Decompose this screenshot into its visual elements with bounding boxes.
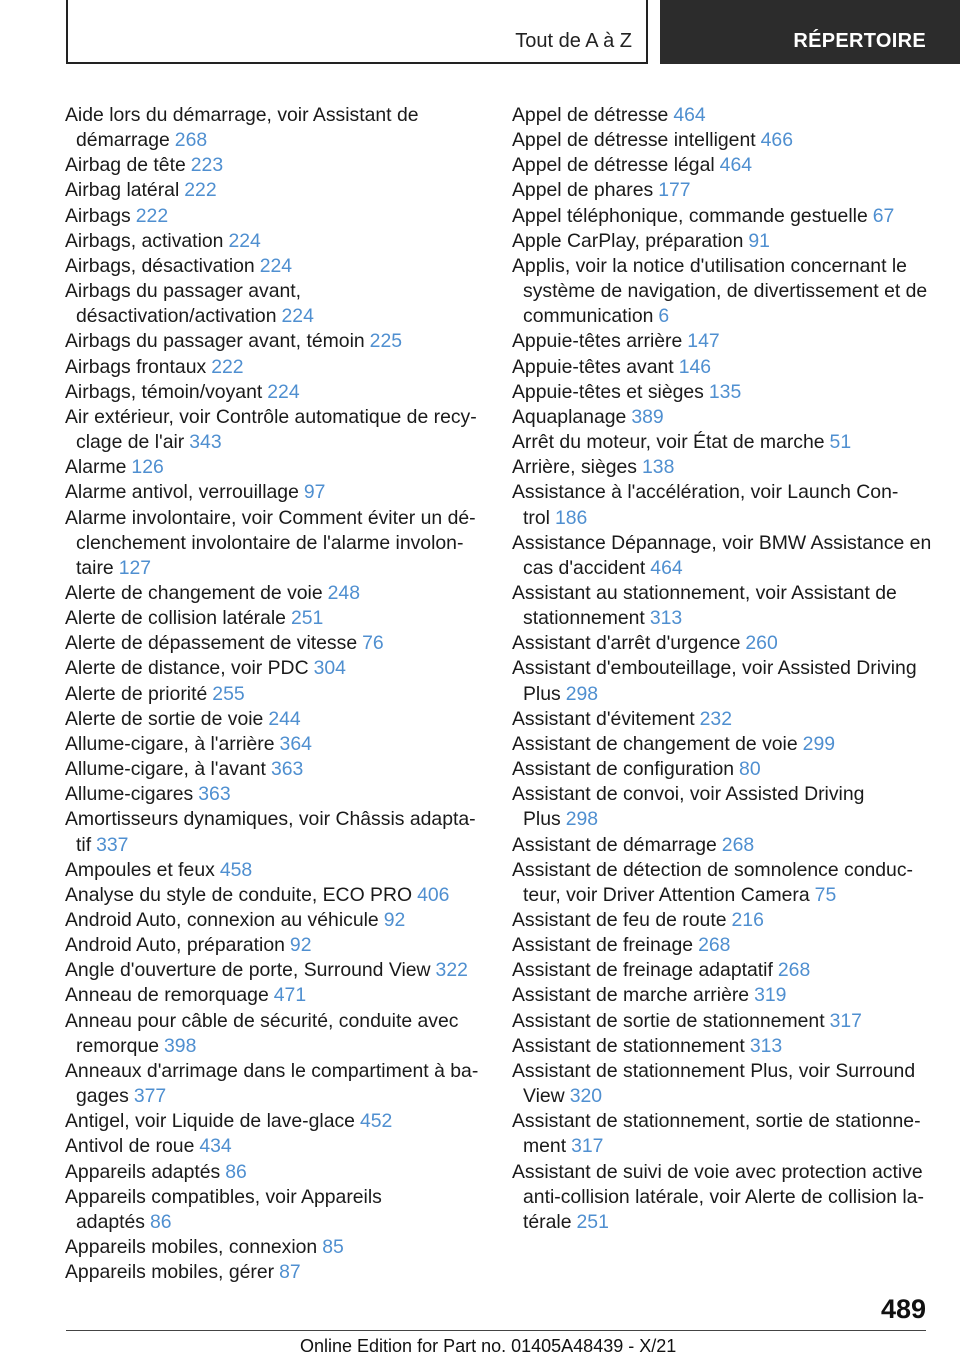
- index-entry: [65, 355, 480, 380]
- page-link[interactable]: 92: [289, 934, 312, 957]
- index-entry: [65, 103, 480, 153]
- page-link[interactable]: 244: [268, 707, 301, 730]
- index-entry: [512, 1109, 932, 1159]
- index-column-left: [65, 103, 480, 1285]
- index-entry-text: Alarme antivol, verrouillage: [65, 481, 299, 504]
- index-entry: [65, 1160, 480, 1185]
- page-link[interactable]: 138: [642, 456, 675, 479]
- page-link[interactable]: 471: [273, 984, 307, 1007]
- index-entry: [65, 858, 480, 883]
- index-entry-text: Air extérieur, voir Contrôle automatique de recyclage de l'air: [65, 405, 477, 454]
- page-link[interactable]: 320: [569, 1085, 603, 1108]
- index-entry: [65, 1009, 480, 1059]
- page-link[interactable]: 299: [802, 732, 836, 755]
- page-link[interactable]: 147: [687, 330, 720, 353]
- page-link[interactable]: 222: [135, 204, 169, 227]
- page-link[interactable]: 75: [814, 883, 837, 906]
- footer-divider: [66, 1330, 926, 1331]
- index-entry: [512, 581, 932, 631]
- page-link[interactable]: 363: [270, 758, 304, 781]
- page-link[interactable]: 452: [359, 1110, 393, 1133]
- index-entry: [512, 757, 932, 782]
- page-link[interactable]: 186: [554, 506, 588, 529]
- index-entry: [65, 958, 480, 983]
- index-entry-text: Appareils mobiles, gérer: [65, 1261, 275, 1284]
- index-entry: [512, 1034, 932, 1059]
- index-entry: [512, 178, 932, 203]
- index-entry-text: Android Auto, connexion au véhicule: [65, 909, 379, 931]
- index-entry-text: Arrêt du moteur, voir État de marche: [512, 431, 825, 454]
- index-entry: [65, 807, 480, 857]
- index-entry-text: Assistant d'embouteillage, voir Assisted Driving Plus: [512, 657, 917, 705]
- page-link[interactable]: 97: [303, 481, 326, 504]
- index-entry-text: Appel de détresse intelligent: [512, 129, 756, 152]
- page-link[interactable]: 127: [118, 556, 152, 579]
- page-link[interactable]: 6: [658, 305, 670, 328]
- index-entry: [65, 1109, 480, 1134]
- index-entry-text: Allume-cigare, à l'arrière: [65, 732, 275, 755]
- page-link[interactable]: 76: [362, 632, 384, 655]
- index-entry-text: Alerte de collision latérale: [65, 607, 286, 630]
- page-link[interactable]: 260: [745, 632, 778, 655]
- page-link[interactable]: 319: [754, 984, 787, 1007]
- page-link[interactable]: 337: [96, 833, 129, 856]
- index-entry: [65, 757, 480, 782]
- page-link[interactable]: 224: [267, 380, 300, 403]
- index-entry-text: Assistant de marche arrière: [512, 984, 750, 1007]
- index-entry-text: Assistant de suivi de voie avec protection active anti-collision latérale, voir Alerte de collision latérale: [512, 1160, 924, 1233]
- page-link[interactable]: 80: [739, 758, 761, 781]
- index-entry: [512, 405, 932, 430]
- index-entry-text: Appel de détresse légal: [512, 154, 715, 177]
- section-title: Tout de A à Z: [515, 30, 632, 52]
- index-entry: [65, 656, 480, 681]
- page-link[interactable]: 224: [228, 229, 261, 252]
- index-entry-text: Assistance à l'accélération, voir Launch Control: [512, 481, 899, 529]
- index-entry-text: Appareils compatibles, voir Appareils adaptés: [65, 1185, 382, 1233]
- page-link[interactable]: 268: [174, 129, 208, 152]
- page-link[interactable]: 87: [279, 1261, 301, 1284]
- page-link[interactable]: 298: [565, 808, 599, 831]
- index-entry: [512, 732, 932, 757]
- index-entry-text: Airbag de tête: [65, 154, 186, 177]
- page-link[interactable]: 268: [698, 934, 731, 957]
- index-entry: [65, 1134, 480, 1159]
- page-link[interactable]: 464: [719, 154, 753, 177]
- index-entry-text: Allume-cigare, à l'avant: [65, 758, 266, 781]
- index-entry-text: Angle d'ouverture de porte, Surround View: [65, 959, 431, 982]
- index-entry-text: Appuie-têtes arrière: [512, 330, 683, 353]
- index-entry: [512, 128, 932, 153]
- index-entry-text: Android Auto, préparation: [65, 934, 285, 957]
- index-entry: [65, 380, 480, 405]
- index-entry: [512, 329, 932, 354]
- page-link[interactable]: 317: [829, 1009, 862, 1032]
- index-entry-text: Appel téléphonique, commande gestuelle: [512, 204, 868, 227]
- index-entry: [512, 707, 932, 732]
- index-entry: [65, 782, 480, 807]
- page-link[interactable]: 322: [435, 959, 468, 982]
- index-entry-text: Assistant de freinage: [512, 934, 694, 957]
- index-entry: [512, 254, 932, 329]
- index-entry-text: Allume-cigares: [65, 783, 194, 806]
- index-entry-text: Ampoules et feux: [65, 858, 215, 881]
- index-entry-text: Alerte de dépassement de vitesse: [65, 632, 358, 655]
- page-link[interactable]: 464: [650, 556, 683, 579]
- index-entry: [65, 606, 480, 631]
- index-entry: [65, 254, 480, 279]
- index-entry: [65, 204, 480, 229]
- page-link[interactable]: 268: [777, 959, 811, 982]
- index-entry-text: Anneau pour câble de sécurité, conduite avec remorque: [65, 1009, 459, 1057]
- index-entry-text: Analyse du style de conduite, ECO PRO: [65, 883, 413, 906]
- index-entry: [65, 279, 480, 329]
- page-link[interactable]: 222: [184, 179, 217, 202]
- index-entry: [512, 455, 932, 480]
- page-link[interactable]: 222: [211, 355, 244, 378]
- index-entry-text: Airbags, activation: [65, 229, 224, 252]
- page-link[interactable]: 224: [259, 254, 293, 277]
- page-link[interactable]: 67: [872, 204, 895, 227]
- page-link[interactable]: 225: [369, 330, 403, 353]
- page-link[interactable]: 406: [417, 883, 450, 906]
- index-entry: [512, 958, 932, 983]
- index-entry-text: Assistant de détection de somnolence conducteur, voir Driver Attention Camera: [512, 858, 913, 906]
- page-link[interactable]: 464: [673, 104, 706, 126]
- index-entry-text: Applis, voir la notice d'utilisation concernant le système de navigation, de divertissement et de communication: [512, 254, 928, 328]
- index-entry: [65, 329, 480, 354]
- index-entry: [65, 1059, 480, 1109]
- index-entry-text: Assistant de stationnement: [512, 1034, 745, 1057]
- page-link[interactable]: 304: [313, 657, 346, 680]
- index-entry-text: Appuie-têtes avant: [512, 355, 674, 378]
- index-entry: [512, 1160, 932, 1235]
- page-link[interactable]: 223: [190, 154, 224, 177]
- index-entry: [65, 178, 480, 203]
- chapter-tab: [660, 0, 960, 64]
- page-link[interactable]: 177: [658, 179, 691, 202]
- index-entry-text: Assistant de sortie de stationnement: [512, 1009, 825, 1032]
- index-entry-text: Alerte de changement de voie: [65, 581, 323, 604]
- page-link[interactable]: 255: [212, 682, 245, 705]
- index-entry: [512, 833, 932, 858]
- index-entry-text: Antigel, voir Liquide de lave-glace: [65, 1110, 355, 1133]
- index-entry-text: Assistant de feu de route: [512, 909, 727, 931]
- page-link[interactable]: 363: [198, 783, 231, 806]
- index-entry: [512, 355, 932, 380]
- page-link[interactable]: 51: [829, 431, 852, 454]
- index-entry: [512, 782, 932, 832]
- index-entry: [512, 229, 932, 254]
- index-entry: [65, 455, 480, 480]
- index-column-right: [512, 103, 932, 1235]
- page-link[interactable]: 91: [748, 229, 770, 252]
- index-entry-text: Appel de phares: [512, 179, 654, 202]
- index-entry-text: Appel de détresse: [512, 104, 669, 126]
- index-entry-text: Airbag latéral: [65, 179, 180, 202]
- index-entry: [65, 581, 480, 606]
- page-link[interactable]: 343: [189, 431, 222, 454]
- index-entry: [65, 506, 480, 581]
- index-entry-text: Assistant de stationnement, sortie de stationnement: [512, 1110, 921, 1158]
- page-link[interactable]: 268: [721, 833, 755, 856]
- page-link[interactable]: 389: [631, 405, 664, 428]
- index-entry-text: Assistant de configuration: [512, 758, 735, 781]
- index-entry-text: Assistant au stationnement, voir Assistant de stationnement: [512, 581, 897, 630]
- index-entry: [512, 631, 932, 656]
- index-entry-text: Appareils mobiles, connexion: [65, 1236, 318, 1259]
- page-link[interactable]: 377: [133, 1085, 167, 1108]
- index-entry-text: Assistant de démarrage: [512, 833, 717, 856]
- index-entry: [65, 983, 480, 1008]
- index-entry-text: Airbags: [65, 204, 131, 227]
- index-entry-text: Airbags du passager avant, témoin: [65, 330, 365, 353]
- index-entry-text: Assistant de stationnement Plus, voir Surround View: [512, 1059, 916, 1108]
- page-link[interactable]: 135: [708, 380, 742, 403]
- index-entry: [512, 1059, 932, 1109]
- page-link[interactable]: 251: [576, 1210, 609, 1233]
- page-number: 489: [880, 1294, 926, 1324]
- index-entry: [512, 204, 932, 229]
- page-link[interactable]: 232: [699, 707, 732, 730]
- index-entry-text: Assistant de convoi, voir Assisted Driving Plus: [512, 783, 865, 831]
- page-link[interactable]: 86: [150, 1210, 172, 1233]
- page-link[interactable]: 146: [678, 355, 712, 378]
- index-entry-text: Assistance Dépannage, voir BMW Assistance en cas d'accident: [512, 531, 932, 579]
- index-entry: [65, 732, 480, 757]
- index-entry: [65, 682, 480, 707]
- section-tab: [66, 0, 648, 64]
- index-entry-text: Airbags du passager avant, désactivation/activation: [65, 280, 302, 328]
- page-link[interactable]: 126: [131, 456, 164, 479]
- index-entry-text: Amortisseurs dynamiques, voir Châssis adaptatif: [65, 808, 476, 856]
- page-link[interactable]: 224: [281, 305, 314, 328]
- page-link[interactable]: 216: [731, 909, 764, 931]
- index-entry: [65, 1185, 480, 1235]
- index-entry-text: Alarme involontaire, voir Comment éviter un déclenchement involontaire de l'alarme involontaire: [65, 506, 476, 579]
- index-entry-text: Airbags, désactivation: [65, 254, 255, 277]
- index-entry: [65, 933, 480, 958]
- page-link[interactable]: 92: [383, 909, 406, 931]
- index-entry-text: Arrière, sièges: [512, 456, 638, 479]
- index-entry: [512, 983, 932, 1008]
- index-entry-text: Anneau de remorquage: [65, 984, 269, 1007]
- index-entry: [512, 656, 932, 706]
- index-entry: [512, 103, 932, 128]
- page-link[interactable]: 85: [322, 1236, 344, 1259]
- page-link[interactable]: 298: [565, 682, 599, 705]
- index-entry: [65, 1260, 480, 1285]
- index-entry-text: Alarme: [65, 456, 127, 479]
- page-link[interactable]: 458: [219, 858, 253, 881]
- index-entry: [512, 858, 932, 908]
- index-entry: [512, 480, 932, 530]
- index-entry: [512, 933, 932, 958]
- index-entry-text: Antivol de roue: [65, 1135, 195, 1158]
- index-entry-text: Aquaplanage: [512, 405, 627, 428]
- index-entry-text: Airbags, témoin/voyant: [65, 380, 263, 403]
- index-entry: [65, 908, 480, 933]
- index-entry: [65, 883, 480, 908]
- index-entry: [512, 153, 932, 178]
- index-entry-text: Assistant d'évitement: [512, 707, 695, 730]
- page-link[interactable]: 364: [279, 732, 312, 755]
- page-link[interactable]: 466: [760, 129, 793, 152]
- page-link[interactable]: 251: [290, 607, 324, 630]
- index-entry: [65, 405, 480, 455]
- index-entry-text: Alerte de sortie de voie: [65, 707, 264, 730]
- index-entry: [512, 430, 932, 455]
- index-entry-text: Alerte de priorité: [65, 682, 208, 705]
- page-link[interactable]: 86: [225, 1160, 247, 1183]
- index-entry-text: Appuie-têtes et sièges: [512, 380, 704, 403]
- index-entry: [512, 1009, 932, 1034]
- index-entry: [512, 380, 932, 405]
- index-entry-text: Assistant de freinage adaptatif: [512, 959, 773, 982]
- index-entry: [65, 631, 480, 656]
- index-entry: [65, 707, 480, 732]
- index-entry: [65, 480, 480, 505]
- index-entry-text: Airbags frontaux: [65, 355, 207, 378]
- edition-footer: Online Edition for Part no. 01405A48439 - X/21: [300, 1336, 677, 1356]
- chapter-title: RÉPERTOIRE: [793, 30, 926, 52]
- page-link[interactable]: 313: [749, 1034, 783, 1057]
- page-link[interactable]: 248: [327, 581, 360, 604]
- index-entry-text: Appareils adaptés: [65, 1160, 221, 1183]
- index-entry: [65, 1235, 480, 1260]
- index-entry-text: Assistant de changement de voie: [512, 732, 798, 755]
- index-entry-text: Aide lors du démarrage, voir Assistant de démarrage: [65, 104, 419, 152]
- index-entry-text: Anneaux d'arrimage dans le compartiment à bagages: [65, 1059, 479, 1108]
- page-link[interactable]: 434: [199, 1135, 232, 1158]
- page-link[interactable]: 398: [164, 1034, 197, 1057]
- index-entry-text: Alerte de distance, voir PDC: [65, 657, 309, 680]
- index-entry: [65, 153, 480, 178]
- index-entry-text: Apple CarPlay, préparation: [512, 229, 744, 252]
- index-entry: [65, 229, 480, 254]
- page-link[interactable]: 317: [571, 1135, 604, 1158]
- index-entry: [512, 531, 932, 581]
- page-link[interactable]: 313: [649, 607, 683, 630]
- index-entry: [512, 908, 932, 933]
- index-entry-text: Assistant d'arrêt d'urgence: [512, 632, 741, 655]
